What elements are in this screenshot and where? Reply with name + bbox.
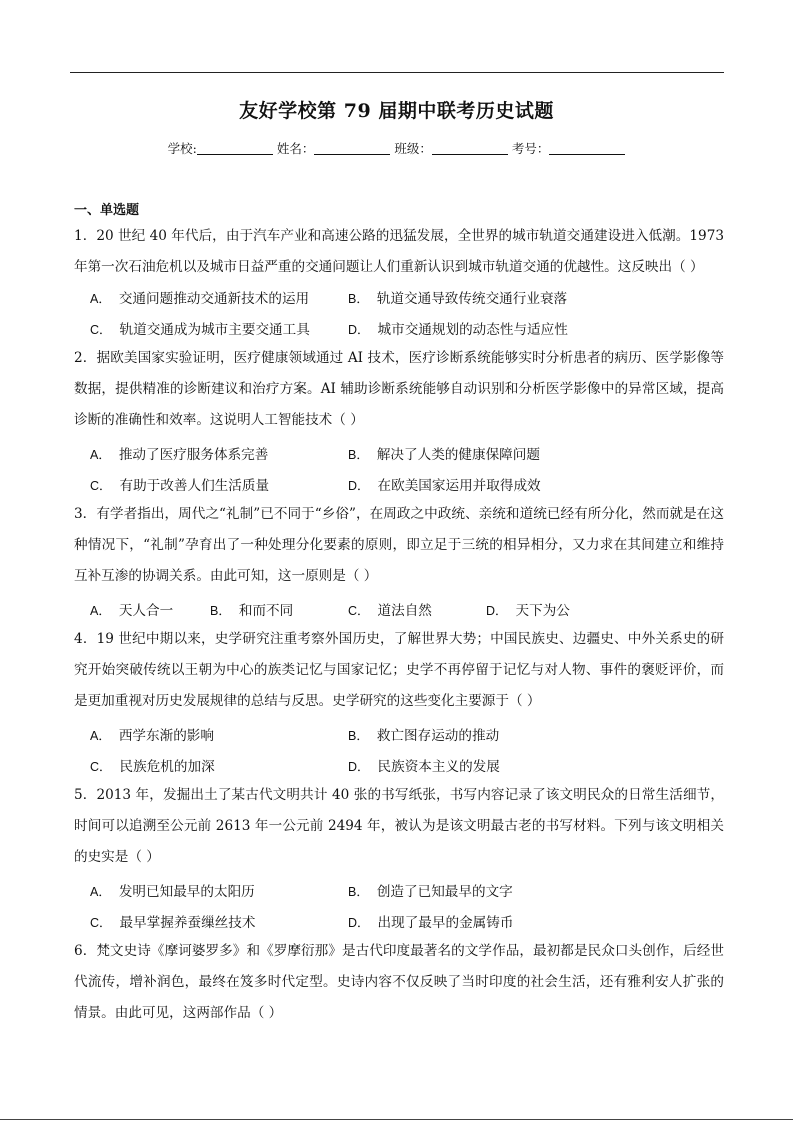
class-label: 班级： (394, 141, 432, 156)
class-blank[interactable] (432, 142, 508, 155)
option-c[interactable]: C． 有助于改善人们生活质量 (90, 478, 270, 494)
option-d[interactable]: D． 城市交通规划的动态性与适应性 (348, 322, 568, 338)
option-d[interactable]: D． 出现了最早的金属铸币 (348, 915, 514, 931)
school-blank[interactable] (197, 142, 273, 155)
option-a[interactable]: A． 交通问题推动交通新技术的运用 (90, 291, 310, 307)
id-label: 考号： (511, 141, 550, 156)
question-4-options-row-2 (90, 755, 710, 779)
option-a[interactable]: A． 推动了医疗服务体系完善 (90, 447, 269, 463)
question-6-stem: 6．梵文史诗《摩诃婆罗多》和《罗摩衍那》是古代印度最著名的文学作品，最初都是民众口头创作，后经世代流传，增补润色，最终在笈多时代定型。史诗内容不仅反映了当时印度的社会生活，还有雅利安人扩张的情景。由此可见，这两部作品（ ） (74, 943, 724, 1021)
option-b[interactable]: B． 创造了已知最早的文字 (348, 884, 513, 900)
question-5-stem: 5．2013 年，发掘出土了某古代文明共计 40 张的书写纸张，书写内容记录了该文明民众的日常生活细节，时间可以追溯至公元前 2613 年一公元前 2494 年，被认为是该文明最古老的书写材料。下列与该文明相关的史实是（ ） (74, 787, 724, 865)
question-2-options-row-1 (90, 443, 710, 467)
question-3-options-row (90, 599, 710, 623)
option-c[interactable]: C． 民族危机的加深 (90, 759, 215, 775)
question-3-stem: 3．有学者指出，周代之“礼制”已不同于“乡俗”，在周政之中政统、亲统和道统已经有所分化，然而就是在这种情况下，“礼制”孕育出了一种处理分化要素的原则，即立足于三统的相异相分，又力求在其间建立和维持互补互渗的协调关系。由此可知，这一原则是（ ） (74, 506, 724, 584)
option-c[interactable]: C． 最早掌握养蚕缫丝技术 (90, 915, 256, 931)
id-blank[interactable] (549, 142, 625, 155)
footer-rule (0, 1119, 793, 1120)
option-b[interactable]: B． 解决了人类的健康保障问题 (348, 447, 540, 463)
name-blank[interactable] (314, 142, 390, 155)
option-b[interactable]: B． 和而不同 (210, 603, 294, 619)
option-a[interactable]: A． 西学东渐的影响 (90, 728, 214, 744)
name-label: 姓名： (276, 141, 315, 156)
question-4-stem: 4．19 世纪中期以来，史学研究注重考察外国历史，了解世界大势；中国民族史、边疆史、中外关系史的研究开始突破传统以王朝为中心的族类记忆与国家记忆；史学不再停留于记忆与对人物、事件的褒贬评价，而是更加重视对历史发展规律的总结与反思。史学研究的这些变化主要源于（ ） (74, 631, 724, 709)
section-heading: 一、单选题 (74, 203, 140, 218)
option-a[interactable]: A． 发明已知最早的太阳历 (90, 884, 255, 900)
question-5-options-row-1 (90, 880, 710, 904)
student-info-line (0, 139, 793, 157)
option-b[interactable]: B． 救亡图存运动的推动 (348, 728, 500, 744)
question-1-options-row-1 (90, 287, 710, 311)
question-1-options-row-2 (90, 318, 710, 342)
option-d[interactable]: D． 在欧美国家运用并取得成效 (348, 478, 541, 494)
exam-title: 友好学校第 79 届期中联考历史试题 (239, 100, 554, 122)
option-d[interactable]: D． 天下为公 (486, 603, 570, 619)
school-label: 学校: (167, 141, 197, 156)
question-1-stem: 1．20 世纪 40 年代后，由于汽车产业和高速公路的迅猛发展，全世界的城市轨道交通建设进入低潮。1973 年第一次石油危机以及城市日益严重的交通问题让人们重新认识到城市轨道交通的优越性。这反映出（ ） (74, 228, 724, 275)
option-c[interactable]: C． 道法自然 (348, 603, 432, 619)
question-4-options-row-1 (90, 724, 710, 748)
option-c[interactable]: C． 轨道交通成为城市主要交通工具 (90, 322, 310, 338)
option-b[interactable]: B． 轨道交通导致传统交通行业衰落 (348, 291, 568, 307)
option-a[interactable]: A． 天人合一 (90, 603, 174, 619)
header-rule (70, 72, 724, 73)
question-2-stem: 2．据欧美国家实验证明，医疗健康领域通过 AI 技术，医疗诊断系统能够实时分析患者的病历、医学影像等数据，提供精准的诊断建议和治疗方案。AI 辅助诊断系统能够自动识别和分析医学影像中的异常区域，提高诊断的准确性和效率。这说明人工智能技术（ ） (74, 350, 724, 428)
question-2-options-row-2 (90, 474, 710, 498)
question-5-options-row-2 (90, 911, 710, 935)
option-d[interactable]: D． 民族资本主义的发展 (348, 759, 500, 775)
